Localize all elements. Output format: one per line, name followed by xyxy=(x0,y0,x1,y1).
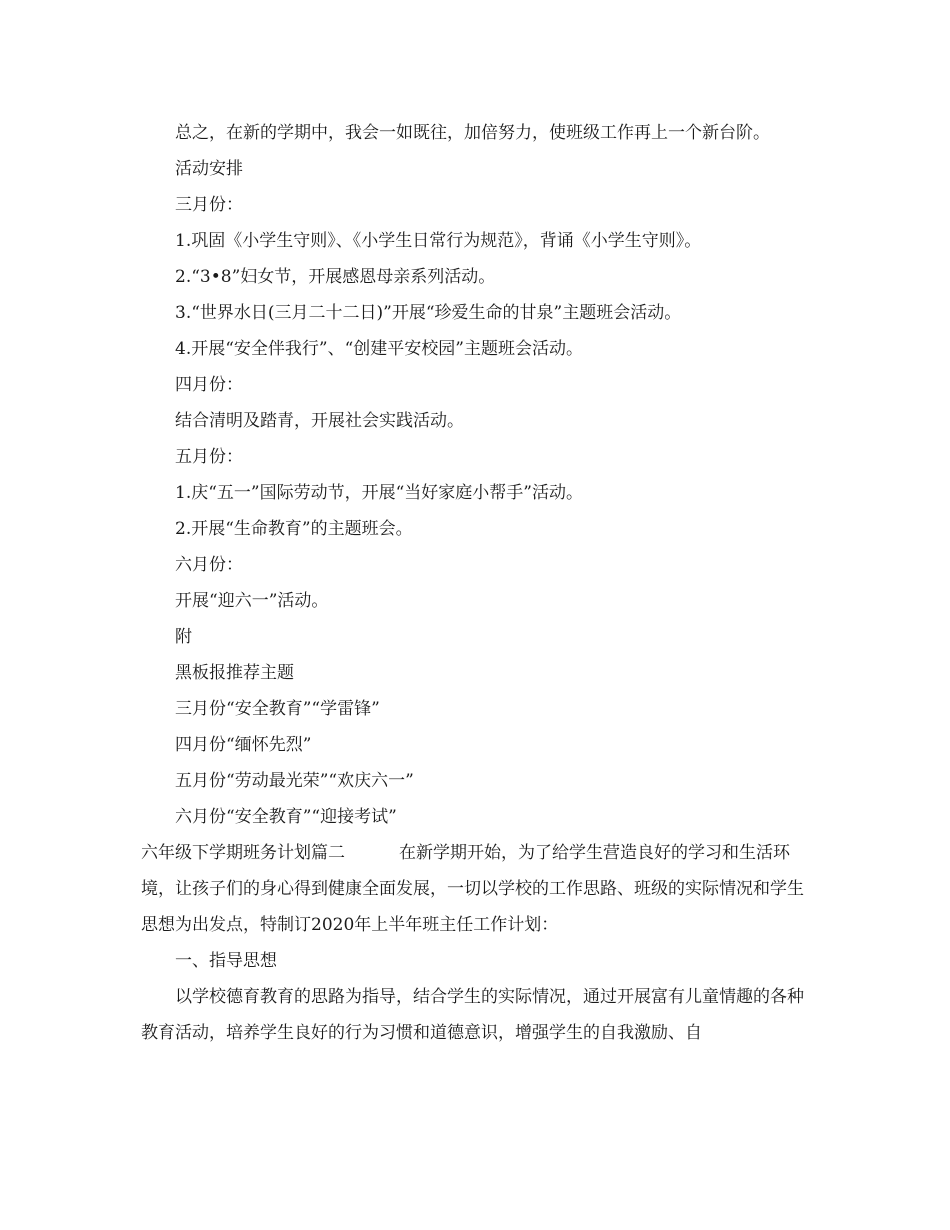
list-item: 五月份“劳动最光荣”“欢庆六一” xyxy=(175,771,414,791)
list-item: 三月份“安全教育”“学雷锋” xyxy=(175,699,380,719)
list-item: 1.巩固《小学生守则》、《小学生日常行为规范》，背诵《小学生守则》。 xyxy=(175,231,702,251)
month-may-label: 五月份： xyxy=(175,447,243,467)
month-march-label: 三月份： xyxy=(175,195,243,215)
section-two-subheading: 一、指导思想 xyxy=(175,951,277,971)
section-two-intro: 在新学期开始，为了给学生营造良好的学习和生活环境，让孩子们的身心得到健康全面发展，一切以学校的工作思路、班级的实际情况和学生思想为出发点，特制订2020年上半年班主任工作计划： xyxy=(141,843,804,935)
section-two-body: 以学校德育教育的思路为指导，结合学生的实际情况，通过开展富有儿童情趣的各种教育活动，培养学生良好的行为习惯和道德意识，增强学生的自我激励、自 xyxy=(141,987,804,1043)
paragraph-conclusion: 总之，在新的学期中，我会一如既往，加倍努力，使班级工作再上一个新台阶。 xyxy=(175,123,770,143)
heading-activity-schedule: 活动安排 xyxy=(175,159,243,179)
list-item: 四月份“缅怀先烈” xyxy=(175,735,312,755)
list-item: 结合清明及踏青，开展社会实践活动。 xyxy=(175,411,464,431)
section-two-paragraph xyxy=(141,835,816,943)
list-item: 1.庆“五一”国际劳动节，开展“当好家庭小帮手”活动。 xyxy=(175,483,583,503)
list-item: 2.开展“生命教育”的主题班会。 xyxy=(175,519,413,539)
list-item: 2.“3•8”妇女节，开展感恩母亲系列活动。 xyxy=(175,267,496,287)
list-item: 开展“迎六一”活动。 xyxy=(175,591,329,611)
list-item: 六月份“安全教育”“迎接考试” xyxy=(175,807,397,827)
list-item: 4.开展“安全伴我行”、“创建平安校园”主题班会活动。 xyxy=(175,339,583,359)
heading-blackboard-themes: 黑板报推荐主题 xyxy=(175,663,294,683)
month-april-label: 四月份： xyxy=(175,375,243,395)
section-two-heading: 六年级下学期班务计划篇二 xyxy=(141,843,345,863)
month-june-label: 六月份： xyxy=(175,555,243,575)
appendix-label: 附 xyxy=(175,627,192,647)
list-item: 3.“世界水日(三月二十二日)”开展“珍爱生命的甘泉”主题班会活动。 xyxy=(175,303,682,323)
document-body xyxy=(141,115,816,1051)
